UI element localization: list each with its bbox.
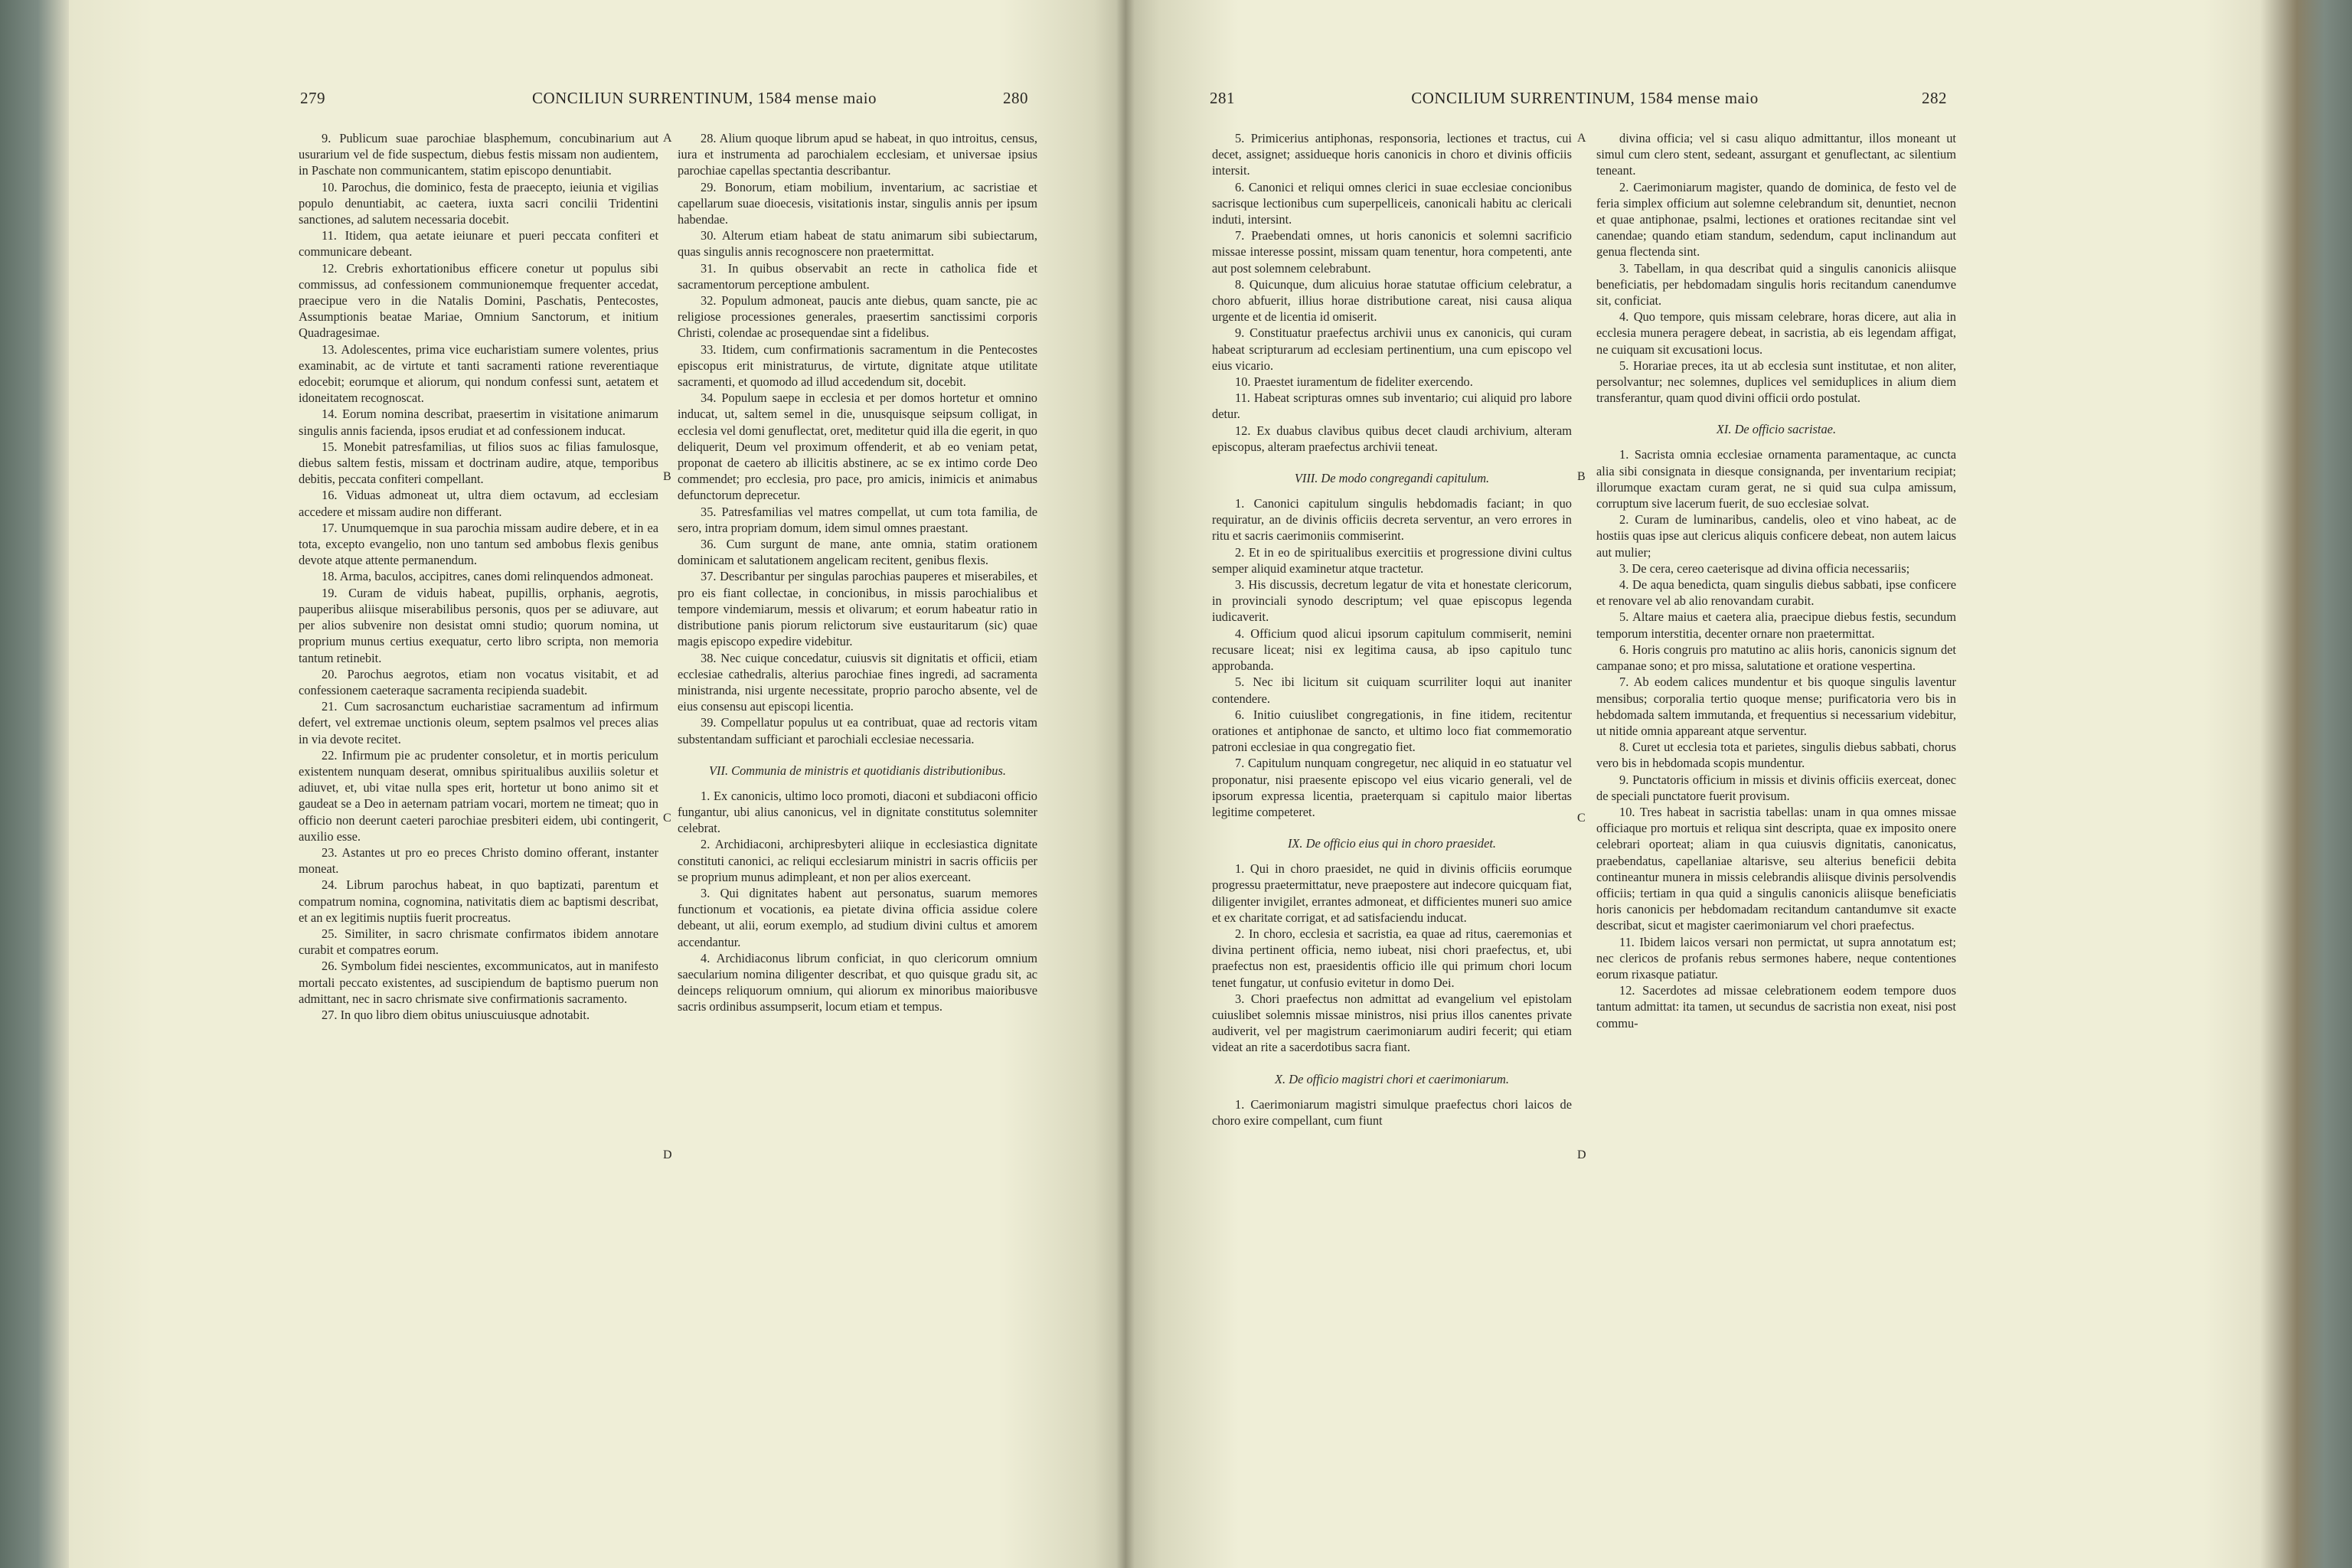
canon-paragraph: 6. Canonici et reliqui omnes clerici in suae ecclesiae concionibus sacrisque lectionibus cum superpelliceis, canonicali habitu ac clericali induti, intersint. xyxy=(1212,179,1572,227)
margin-marker-b-right: B xyxy=(1577,470,1586,483)
canon-paragraph: 9. Constituatur praefectus archivii unus ex canonicis, qui curam habeat scripturarum ad ecclesiam pertinentium, una cum episcopo vel eius vicario. xyxy=(1212,325,1572,373)
canon-paragraph: 5. Nec ibi licitum sit cuiquam scurriliter loqui aut inaniter contendere. xyxy=(1212,675,1572,706)
canon-paragraph: 11. Ibidem laicos versari non permictat, ut supra annotatum est; nec clericos de profanis rebus sermones habere, neque contentiones eorum rixasque patiatur. xyxy=(1596,934,1956,982)
canon-paragraph: 35. Patresfamilias vel matres compellat, ut cum tota familia, de sero, intra propriam domum, idem simul omnes praestant. xyxy=(678,504,1037,535)
canon-paragraph: 27. In quo libro diem obitus uniuscuiusque adnotabit. xyxy=(322,1007,590,1022)
canon-paragraph: 22. Infirmum pie ac prudenter consoletur, et in mortis periculum existentem nunquam deserat, omnibus spiritualibus auxiliis soletur et adiuvet, et, ubi vitae nulla spes erit, hortetur ut bono animo sit et gaudeat se a Deo in aeternam patriam vocari, mortem ne timeat; quo in officio non deerunt caeteri parochiae presbiteri eidem, ubi contingerit, auxilio esse. xyxy=(299,747,658,844)
canon-paragraph: 9. Publicum suae parochiae blasphemum, concubinarium aut usurarium vel de fide suspectum, diebus festis missam non audientem, in Paschate non communicantem, statim episcopo denuntiabit. xyxy=(299,131,658,178)
canon-paragraph: 36. Cum surgunt de mane, ante omnia, statim orationem dominicam et salutationem angelicam recitent, genibus flexis. xyxy=(678,537,1037,568)
canon-paragraph: 17. Unumquemque in sua parochia missam audire debere, et in ea tota, excepto evangelio, non uno tantum sed ambobus flexis genibus devote atque attente permanendum. xyxy=(299,520,658,568)
canon-paragraph: 11. Habeat scripturas omnes sub inventario; cui aliquid pro labore detur. xyxy=(1212,390,1572,422)
canon-paragraph: 7. Capitulum nunquam congregetur, nec aliquid in eo statuatur vel proponatur, nisi praesente episcopo vel eius vicario generali, vel de ipsorum expressa licentia, praeterquam si capitulo maior libertas legitime competeret. xyxy=(1212,756,1572,819)
canon-paragraph: 2. In choro, ecclesia et sacristia, ea quae ad ritus, caeremonias et divina pertinent officia, nemo iubeat, nisi chori praefectus, et, ubi praefectus non est, praesidentis officio ille qui primum chori locum tenet fungatur, ut confusio evitetur in domo Dei. xyxy=(1212,926,1572,990)
section-heading: VII. Communia de ministris et quotidianis distributionibus. xyxy=(709,763,1006,778)
canon-paragraph: 24. Librum parochus habeat, in quo baptizati, parentum et compatrum nomina, cognomina, nativitatis diem ac baptismi describat, et an ex legitimis nuptiis fuerit procreatus. xyxy=(299,877,658,925)
canon-paragraph: 4. Archidiaconus librum conficiat, in quo clericorum omnium saecularium nomina diligenter describat, et quo quisque gradu sit, ac deinceps reliquorum omnium, qui aliorum ex minoribus maioribusve sacris ordinibus assumpserit, locum etiam et tempus. xyxy=(678,950,1037,1014)
canon-paragraph: 1. Ex canonicis, ultimo loco promoti, diaconi et subdiaconi officio fungantur, ubi alius canonicus, vel in dignitate constitutus solemniter celebrat. xyxy=(678,788,1037,836)
section-heading: VIII. De modo congregandi capitulum. xyxy=(1294,471,1490,486)
canon-paragraph: 6. Initio cuiuslibet congregationis, in fine itidem, recitentur orationes et antiphonae de sancto, et ultimo loco fiat commemoratio patroni ecclesiae in qua congregatio fiet. xyxy=(1212,707,1572,755)
canon-paragraph: 3. Tabellam, in qua describat quid a singulis canonicis aliisque beneficiatis, per hebdomadam singulis horis recitandum canendumve sit, conficiat. xyxy=(1596,260,1956,309)
canon-paragraph: 28. Alium quoque librum apud se habeat, in quo introitus, census, iura et instrumenta ad parochialem ecclesiam, et universae ipsius parochiae capellas spectantia describantur. xyxy=(678,131,1037,178)
canon-paragraph: 7. Praebendati omnes, ut horis canonicis et solemni sacrificio missae interesse possint, missam quam tenentur, hora competenti, ante aut post solemnem celebrabunt. xyxy=(1212,228,1572,276)
canon-paragraph: 23. Astantes ut pro eo preces Christo domino offerant, instanter moneat. xyxy=(299,844,658,877)
canon-paragraph: 39. Compellatur populus ut ea contribuat, quae ad rectoris vitam substentandam sufficiant et parochiali ecclesiae necessaria. xyxy=(678,715,1037,746)
book-gutter xyxy=(1116,0,1135,1568)
canon-paragraph: 12. Ex duabus clavibus quibus decet claudi archivium, alteram episcopus, alteram praefectus archivii teneat. xyxy=(1212,423,1572,454)
canon-paragraph: 3. Qui dignitates habent aut personatus, suarum memores functionum et vocationis, ea pietate divina officia assidue colere debeant, ut alii, eorum exemplo, ad studium divini cultus et amorem accendantur. xyxy=(678,885,1037,949)
margin-marker-c-right: C xyxy=(1577,812,1586,825)
canon-paragraph: 5. Primicerius antiphonas, responsoria, lectiones et tractus, cui decet, assignet; assidueque horis canonicis in choro et divinis officiis intersit. xyxy=(1212,131,1572,178)
canon-paragraph: 25. Similiter, in sacro chrismate confirmatos ibidem annotare curabit et compatres eorum. xyxy=(299,926,658,958)
book-edge-left xyxy=(0,0,69,1568)
canon-paragraph: 2. Curam de luminaribus, candelis, oleo et vino habeat, ac de hostiis quas ipse aut clericus aliquis conficere debeat, non autem laicus aut mulier; xyxy=(1596,512,1956,560)
canon-paragraph: 32. Populum admoneat, paucis ante diebus, quam sancte, pie ac religiose processiones generales, praesertim sanctissimi corporis Christi, colendae ac prosequendae sint a fidelibus. xyxy=(678,293,1037,341)
section-heading: XI. De officio sacristae. xyxy=(1716,422,1837,437)
canon-paragraph: 4. Quo tempore, quis missam celebrare, horas dicere, aut alia in ecclesia munera peragere debeat, in sacristia, ab eis legendam affigat, ne cuiquam sit excusationi locus. xyxy=(1596,309,1956,357)
left-page-column-2 xyxy=(678,130,1037,1015)
canon-paragraph: 12. Crebris exhortationibus efficere conetur ut populus sibi commissus, ad confessionem communionemque frequenter accedat, praecipue vero in die Natalis Domini, Paschatis, Pentecostes, Assumptionis beatae Mariae, Omnium Sanctorum, et initium Quadragesimae. xyxy=(299,260,658,341)
canon-paragraph: 4. De aqua benedicta, quam singulis diebus sabbati, ipse conficere et renovare vel ab alio renovandam curabit. xyxy=(1596,577,1956,609)
canon-paragraph: 8. Quicunque, dum alicuius horae statutae officium celebratur, a choro abfuerit, illius horae distributione careat, nisi causa aliqua urgente et de licentia id omiserit. xyxy=(1212,276,1572,325)
canon-paragraph: 1. Qui in choro praesidet, ne quid in divinis officiis eorumque progressu praetermittatur, neve praepostere aut indecore quicquam fiat, diligenter invigilet, errantes admoneat, et difficientes muneri suo amice et ex charitate corrigat, et ad satisfaciendu inducat. xyxy=(1212,861,1572,925)
canon-paragraph: 8. Curet ut ecclesia tota et parietes, singulis diebus sabbati, chorus vero bis in hebdomada scopis mundentur. xyxy=(1596,740,1956,771)
canon-paragraph: 21. Cum sacrosanctum eucharistiae sacramentum ad infirmum defert, vel extremae unctionis oleum, septem psalmos vel preces alias in via devote recitet. xyxy=(299,699,658,746)
margin-marker-c-left: C xyxy=(663,812,671,825)
canon-paragraph: 33. Itidem, cum confirmationis sacramentum in die Pentecostes episcopus erit ministraturus, de virtute, dignitate atque utilitate sacramenti, et quomodo ad illud accedendum sit, docebit. xyxy=(678,341,1037,390)
canon-paragraph: 4. Officium quod alicui ipsorum capitulum commiserit, nemini recusare liceat; nisi ex legitima causa, ab ipso capitulo tunc approbanda. xyxy=(1212,626,1572,674)
canon-paragraph: 6. Horis congruis pro matutino ac aliis horis, canonicis signum det campanae sono; et pro missa, salutatione et oratione vespertina. xyxy=(1596,642,1956,674)
running-title-left: CONCILIUN SURRENTINUM, 1584 mense maio xyxy=(531,89,877,107)
canon-paragraph: 12. Sacerdotes ad missae celebrationem eodem tempore duos tantum admittat: ita tamen, ut secundus de sacristia non exeat, nisi post commu- xyxy=(1596,983,1956,1031)
canon-paragraph: 1. Sacrista omnia ecclesiae ornamenta paramentaque, ac cuncta alia sibi consignata in diesque consignanda, per inventarium recipiat; illorumque exactam curam gerat, ne si quid sua culpa amissum, corruptum sive lacerum fuerit, de suo ecclesiae solvat. xyxy=(1596,447,1956,511)
margin-marker-d-left: D xyxy=(663,1148,672,1161)
canon-paragraph: 1. Caerimoniarum magistri simulque praefectus chori laicos de choro exire compellant, cum fiunt xyxy=(1212,1096,1572,1128)
canon-paragraph: 37. Describantur per singulas parochias pauperes et miserabiles, et pro eis fiant collectae, in concionibus, in missis parochialibus et tempore vindemiarum, messis et olivarum; et eorum habeatur ratio in distributione panis piorum relictorum sive eustauritarum (sic) quae magis episcopo expedire videbitur. xyxy=(678,569,1037,649)
canon-paragraph: 10. Tres habeat in sacristia tabellas: unam in qua omnes missae officiaque pro mortuis et reliqua sint descripta, quae ex imposito onere celebrari oporteat; aliam in qua cuiusvis dignitatis, canonicatus, praebendatus, capellaniae altarisve, seu alterius beneficii debita contineantur munera in missis celebrandis aliisque divinis persolvendis officiis; tertiam in qua quid a singulis canonicis aliisque beneficiatis horis canonicis per hebdomadam recitandum cantandumve sit exacte describat, sicut et magister caerimoniarum vel chori praefectus. xyxy=(1596,804,1956,933)
running-title-right: CONCILIUM SURRENTINUM, 1584 mense maio xyxy=(1411,89,1759,107)
canon-paragraph: 2. Et in eo de spiritualibus exercitiis et progressione divini cultus semper aliquid examinetur atque tractetur. xyxy=(1212,544,1572,576)
canon-paragraph: 9. Punctatoris officium in missis et divinis officiis exerceat, donec de speciali punctatore fuerit provisum. xyxy=(1596,772,1956,803)
margin-marker-d-right: D xyxy=(1577,1148,1586,1161)
canon-paragraph: 38. Nec cuique concedatur, cuiusvis sit dignitatis et officii, etiam ecclesiae cathedralis, alterius parochiae fines ingredi, ad sacramenta ministranda, nisi urgente necessitate, proprio parocho absente, vel de eius consensu aut episcopi licentia. xyxy=(678,650,1037,714)
book-edge-right xyxy=(2260,0,2352,1568)
canon-paragraph: 13. Adolescentes, prima vice eucharistiam sumere volentes, prius examinabit, ac de virtute et tanti sacramenti ratione reverentiaque edocebit; eorumque et aliorum, qui nondum confessi sunt, aetatem et idoneitatem recognoscat. xyxy=(299,341,658,406)
canon-paragraph: 3. Chori praefectus non admittat ad evangelium vel epistolam cuiuslibet solemnis missae ministros, nisi prius illos canentes private audiverit, vel per magistrum caerimoniarum audiri fecerit; qui etiam videat an rite a sacerdotibus sacra fiant. xyxy=(1212,991,1572,1055)
canon-paragraph: 20. Parochus aegrotos, etiam non vocatus visitabit, et ad confessionem caeteraque sacramenta recipienda suadebit. xyxy=(299,666,658,697)
canon-paragraph: 11. Itidem, qua aetate ieiunare et pueri peccata confiteri et communicare debeant. xyxy=(299,228,658,260)
canon-paragraph: 2. Caerimoniarum magister, quando de dominica, de festo vel de feria simplex officium aut solemne celebrandum sit, denuntiet, necnon et quae antiphonae, psalmi, lectiones et orationes recitandae sint vel canendae; quando etiam standum, sedendum, caput inclinandum aut genua flectenda sint. xyxy=(1596,179,1956,260)
canon-paragraph: divina officia; vel si casu aliquo admittantur, illos moneant ut simul cum clero stent, sedeant, assurgant et genuflectant, ac silentium teneant. xyxy=(1596,131,1956,178)
canon-paragraph: 15. Monebit patresfamilias, ut filios suos ac filias famulosque, diebus saltem festis, missam et doctrinam audire, atque, temporibus debitis, peccata confiteri compellant. xyxy=(299,439,658,487)
margin-marker-a-right: A xyxy=(1577,132,1586,145)
margin-marker-a-left: A xyxy=(663,132,672,145)
canon-paragraph: 31. In quibus observabit an recte in catholica fide et sacramentorum perceptione ambulent. xyxy=(678,260,1037,292)
canon-paragraph: 29. Bonorum, etiam mobilium, inventarium, ac sacristiae et capellarum suae dioecesis, visitationis instar, singulis annis per ipsum habendae. xyxy=(678,179,1037,227)
left-page-column-1 xyxy=(299,130,658,1023)
section-heading: X. De officio magistri chori et caerimoniarum. xyxy=(1275,1071,1509,1086)
canon-paragraph: 30. Alterum etiam habeat de statu animarum sibi subiectarum, quas singulis annis recognoscere non praetermittat. xyxy=(678,228,1037,260)
canon-paragraph: 7. Ab eodem calices mundentur et bis quoque singulis laventur mensibus; corporalia tertio quoque mense; purificatoria vero bis in hebdomada saltem immutanda, et frequentius si necessarium videbitur, ut nitide omnia appareant atque serventur. xyxy=(1596,675,1956,738)
canon-paragraph: 10. Parochus, die dominico, festa de praecepto, ieiunia et vigilias populo denuntiabit, ac caetera, iuxta sacri concilii Tridentini sanctiones, ad salutem necessaria docebit. xyxy=(299,179,658,227)
page-number-280: 280 xyxy=(1003,89,1028,107)
canon-paragraph: 3. De cera, cereo caeterisque ad divina officia necessariis; xyxy=(1619,560,1910,576)
canon-paragraph: 3. His discussis, decretum legatur de vita et honestate clericorum, in provinciali synodo descriptum; vel quae episcopus legenda iudicaverit. xyxy=(1212,577,1572,625)
canon-paragraph: 2. Archidiaconi, archipresbyteri aliique in ecclesiastica dignitate constituti canonici, ac reliqui ecclesiarum ministri in sacris officiis per se proprium munus adimpleant, et non per alios exerceant. xyxy=(678,837,1037,884)
right-page-column-1 xyxy=(1212,130,1572,1129)
canon-paragraph: 5. Horariae preces, ita ut ab ecclesia sunt institutae, et non aliter, persolvantur; nec solemnes, duplices vel semiduplices in alium diem transferantur, quam quod divini officii ordo postulat. xyxy=(1596,358,1956,406)
canon-paragraph: 18. Arma, baculos, accipitres, canes domi relinquendos admoneat. xyxy=(322,569,654,584)
section-heading: IX. De officio eius qui in choro praesidet. xyxy=(1287,836,1497,851)
canon-paragraph: 14. Eorum nomina describat, praesertim in visitatione animarum singulis annis facienda, ipsos erudiat et ad confessionem inducat. xyxy=(299,407,658,438)
canon-paragraph: 1. Canonici capitulum singulis hebdomadis faciant; in quo requiratur, an de divinis officiis decreta serventur, an vero errores in ritu et sacris caerimoniis commiserint. xyxy=(1212,496,1572,544)
canon-paragraph: 10. Praestet iuramentum de fideliter exercendo. xyxy=(1235,374,1473,390)
right-page-column-2 xyxy=(1596,130,1956,1031)
canon-paragraph: 26. Symbolum fidei nescientes, excommunicatos, aut in manifesto mortali peccato existentes, ad suscipiendum de baptismo puerum non admittant, nec in sacro chrismate sive confirmationis sacramento. xyxy=(299,959,658,1006)
canon-paragraph: 19. Curam de viduis habeat, pupillis, orphanis, aegrotis, pauperibus aliisque miserabilibus personis, quos per se adiuvare, aut per alios subvenire non desistat omni studio; quorum nomina, ut proprium munus certius exequatur, certo libro scripta, non memoria tantum retinebit. xyxy=(299,585,658,665)
page-number-282: 282 xyxy=(1922,89,1947,107)
canon-paragraph: 16. Viduas admoneat ut, ultra diem octavum, ad ecclesiam accedere et missam audire non differant. xyxy=(299,488,658,519)
margin-marker-b-left: B xyxy=(663,470,671,483)
page-number-279: 279 xyxy=(300,89,325,107)
canon-paragraph: 5. Altare maius et caetera alia, praecipue diebus festis, secundum temporum interstitia, decenter ornare non praetermittat. xyxy=(1596,609,1956,641)
canon-paragraph: 34. Populum saepe in ecclesia et per domos hortetur et omnino inducat, ut, saltem semel in die, unusquisque seipsum colligat, in ecclesia vel domi genuflectat, oret, meditetur quid illa die egerit, in quo deliquerit, Deum vel proximum offenderit, et ab eo veniam petat, proponat de caetero ab illicitis abstinere, ac se ex intimo corde Deo commendet; pro ecclesia, pro pace, pro amicis, inimicis et animabus defunctorum deprecetur. xyxy=(678,390,1037,503)
page-number-281: 281 xyxy=(1210,89,1235,107)
